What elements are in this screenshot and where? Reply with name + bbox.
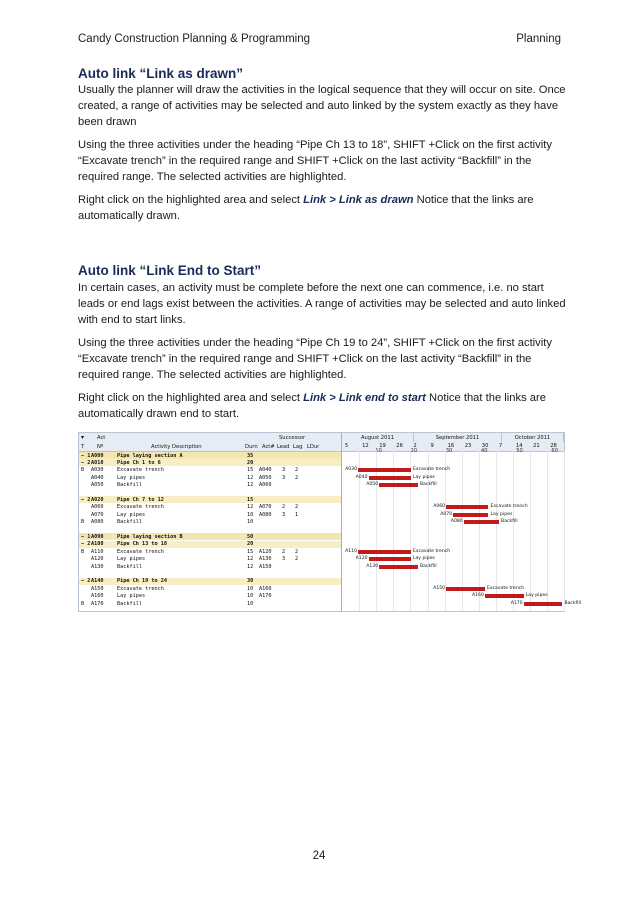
- week-tick-label: 26: [396, 443, 403, 449]
- row-description: Pipe Ch 19 to 24: [117, 578, 167, 585]
- grid-line: [530, 451, 531, 611]
- section1-paragraph-3: [78, 192, 568, 224]
- gantt-bar[interactable]: [524, 602, 563, 606]
- row-act-code: A110: [91, 548, 104, 555]
- bar-code-label: A160: [471, 593, 484, 599]
- row-description: Backfill: [117, 482, 142, 489]
- row-lag: 2: [295, 467, 299, 474]
- week-tick-label: 9: [430, 443, 434, 449]
- gantt-bar[interactable]: [446, 587, 485, 591]
- row-act-code: A130: [91, 563, 104, 570]
- week-tick-label: 5: [345, 443, 349, 449]
- bar-code-label: A150: [433, 585, 446, 591]
- row-act-code: A060: [91, 504, 104, 511]
- row-description: Excavate trench: [117, 548, 164, 555]
- row-act-code: A090: [91, 533, 104, 540]
- col-lag[interactable]: Lag: [293, 444, 303, 450]
- day-number-label: 60: [551, 447, 559, 454]
- gantt-bar[interactable]: [358, 550, 411, 554]
- page-number: 24: [312, 850, 326, 862]
- table-row[interactable]: [79, 467, 341, 474]
- table-row[interactable]: [79, 556, 341, 563]
- row-act-code: A020: [91, 496, 104, 503]
- week-tick-label: 23: [464, 443, 472, 449]
- week-tick-label: 30: [481, 443, 489, 449]
- bar-code-label: A050: [366, 482, 379, 488]
- bar-name-label: Backfill: [420, 482, 437, 488]
- col-desc[interactable]: Activity Description: [151, 444, 202, 450]
- section1-p3-post: Notice that the links are automatically drawn.: [78, 194, 534, 222]
- activity-table: [79, 433, 342, 611]
- row-act-code: A050: [91, 482, 104, 489]
- col-successor[interactable]: Successor: [279, 435, 306, 441]
- bar-name-label: Lay pipes: [525, 593, 548, 599]
- row-successor: A040: [259, 467, 272, 474]
- week-tick-label: 19: [379, 443, 386, 449]
- row-successor: A080: [259, 511, 272, 518]
- row-type: − 2: [81, 541, 91, 548]
- bar-code-label: A070: [440, 511, 453, 517]
- row-lag: 2: [295, 474, 299, 481]
- section-heading-link-end-to-start: Auto link “Link End to Start”: [78, 263, 261, 278]
- row-successor: A130: [259, 556, 272, 563]
- table-row[interactable]: [79, 504, 341, 511]
- row-type: − 2: [81, 578, 91, 585]
- row-successor: A160: [259, 585, 272, 592]
- day-number-label: 20: [410, 447, 418, 454]
- row-description: Pipe Ch 1 to 6: [117, 459, 161, 466]
- column-options-icon[interactable]: ▾: [81, 434, 85, 441]
- gantt-bar[interactable]: [379, 565, 418, 569]
- row-duration: 10: [247, 585, 254, 592]
- gantt-bar[interactable]: [453, 513, 488, 517]
- row-act-code: A120: [91, 556, 104, 563]
- section2-paragraph-1: In certain cases, an activity must be complete before the next one can commence, i.e. no start leads or end lags exist between the activities. A range of activities may be selected and auto linked with end to start links.: [78, 282, 566, 326]
- table-row[interactable]: [79, 482, 341, 489]
- row-description: Excavate trench: [117, 585, 164, 592]
- section2-p3-pre: Right click on the highlighted area and select: [78, 392, 304, 404]
- row-duration: 50: [247, 533, 254, 540]
- row-lag: 2: [295, 548, 299, 555]
- row-duration: 12: [247, 504, 254, 511]
- row-act-code: A000: [91, 452, 104, 459]
- row-duration: 10: [247, 519, 254, 526]
- row-duration: 10: [247, 511, 254, 518]
- row-lead: 2: [282, 504, 286, 511]
- bar-name-label: Lay pipes: [412, 474, 435, 480]
- table-row[interactable]: [79, 541, 341, 548]
- row-description: Pipe Ch 13 to 18: [117, 541, 167, 548]
- row-duration: 15: [247, 467, 254, 474]
- row-description: Lay pipes: [117, 511, 146, 518]
- table-row[interactable]: [79, 489, 341, 496]
- table-row[interactable]: [79, 600, 341, 607]
- row-description: Backfill: [117, 600, 142, 607]
- table-row[interactable]: [79, 570, 341, 577]
- gantt-bar[interactable]: [379, 483, 418, 487]
- month-label: August 2011: [360, 435, 394, 441]
- row-duration: 12: [247, 482, 254, 489]
- row-duration: 12: [247, 556, 254, 563]
- row-act-code: A150: [91, 585, 104, 592]
- row-description: Pipe laying section A: [117, 452, 183, 459]
- week-tick-label: 7: [498, 443, 503, 449]
- bar-code-label: A040: [355, 474, 368, 480]
- row-type: − 2: [81, 459, 91, 466]
- row-duration: 15: [247, 548, 254, 555]
- row-successor: A050: [259, 474, 272, 481]
- bar-name-label: Backfill: [501, 519, 518, 525]
- week-tick-label: 12: [362, 443, 369, 449]
- menu-path-link-as-drawn: Link > Link as drawn: [303, 194, 414, 206]
- row-description: Lay pipes: [117, 474, 146, 481]
- grid-line: [564, 451, 565, 611]
- grid-line: [547, 451, 548, 611]
- gantt-screenshot: [78, 432, 582, 612]
- section-heading-link-as-drawn: Auto link “Link as drawn”: [78, 66, 244, 81]
- row-description: Lay pipes: [117, 556, 146, 563]
- table-row[interactable]: [79, 511, 341, 518]
- bar-name-label: Excavate trench: [412, 548, 451, 554]
- row-duration: 12: [247, 474, 254, 481]
- table-row[interactable]: [79, 578, 341, 585]
- table-row[interactable]: [79, 474, 341, 481]
- month-label: October 2011: [514, 435, 551, 441]
- row-successor: A060: [259, 482, 272, 489]
- col-durn[interactable]: Durn: [245, 444, 258, 450]
- row-type: B: [81, 548, 85, 555]
- table-row[interactable]: [79, 563, 341, 570]
- section2-p3-post: Notice that the links are automatically drawn end to start.: [78, 392, 546, 420]
- row-description: Pipe laying section B: [117, 533, 183, 540]
- row-description: Pipe Ch 7 to 12: [117, 496, 164, 503]
- section2-paragraph-3: [78, 390, 568, 422]
- row-successor: A120: [259, 548, 272, 555]
- row-act-code: A070: [91, 511, 104, 518]
- bar-code-label: A170: [510, 600, 523, 606]
- row-lag: 2: [295, 504, 299, 511]
- row-act-code: A160: [91, 593, 104, 600]
- bar-name-label: Excavate trench: [490, 504, 528, 510]
- week-tick-label: 16: [447, 443, 455, 449]
- row-duration: 10: [247, 593, 254, 600]
- section1-paragraph-2: Using the three activities under the heading “Pipe Ch 13 to 18”, SHIFT +Click on the first activity “Excavate trench” in the required range and SHIFT +Click on the last activity “Backfill” in the required range. The selected activities are highlighted.: [78, 139, 552, 183]
- table-header-row-2: [79, 442, 341, 452]
- row-lag: 2: [295, 556, 299, 563]
- row-act-code: A170: [91, 600, 104, 607]
- month-label: September 2011: [435, 435, 480, 441]
- table-row[interactable]: [79, 548, 341, 555]
- row-type: − 1: [81, 533, 91, 540]
- row-lead: 3: [282, 511, 286, 518]
- row-act-code: A040: [91, 474, 104, 481]
- row-successor: A150: [259, 563, 272, 570]
- bar-code-label: A110: [345, 548, 358, 554]
- day-number-label: 50: [516, 447, 523, 454]
- day-number-label: 10: [375, 447, 382, 454]
- table-row[interactable]: [79, 526, 341, 533]
- bar-name-label: Lay pipes: [490, 511, 513, 517]
- gantt-bar[interactable]: [485, 594, 524, 598]
- gantt-bar[interactable]: [464, 520, 499, 524]
- bar-code-label: A030: [345, 467, 358, 473]
- row-duration: 15: [247, 496, 254, 503]
- row-type: B: [81, 519, 85, 526]
- running-header-section: Planning: [516, 33, 561, 45]
- row-duration: 20: [247, 459, 254, 466]
- day-number-label: 40: [480, 447, 488, 454]
- row-act-code: A010: [91, 459, 104, 466]
- row-successor: A070: [259, 504, 272, 511]
- row-successor: A170: [259, 593, 272, 600]
- row-description: Lay pipes: [117, 593, 146, 600]
- row-description: Backfill: [117, 563, 142, 570]
- row-type: B: [81, 600, 85, 607]
- row-act-code: A140: [91, 578, 104, 585]
- menu-path-link-end-to-start: Link > Link end to start: [303, 392, 426, 404]
- col-t[interactable]: T: [81, 444, 85, 450]
- row-duration: 35: [247, 452, 254, 459]
- bar-name-label: Excavate trench: [412, 467, 451, 473]
- row-description: Excavate trench: [117, 467, 164, 474]
- bar-code-label: A120: [355, 556, 368, 562]
- week-tick-label: 2: [413, 443, 417, 449]
- day-number-label: 30: [445, 447, 453, 454]
- row-type: B: [81, 467, 85, 474]
- bar-code-label: A060: [433, 504, 446, 510]
- row-type: − 2: [81, 496, 91, 503]
- week-tick-label: 21: [533, 443, 540, 449]
- bar-name-label: Backfill: [420, 563, 437, 569]
- running-header-title: Candy Construction Planning & Programming: [78, 33, 311, 45]
- row-lag: 1: [295, 511, 299, 518]
- section1-paragraph-1: Usually the planner will draw the activities in the logical sequence that they will occur on site. Once created, a range of activities may be selected and auto linked by the system exactly as they have been drawn: [78, 84, 566, 128]
- row-duration: 20: [247, 541, 254, 548]
- row-lead: 3: [282, 474, 286, 481]
- bar-code-label: A130: [366, 563, 379, 569]
- gantt-bar[interactable]: [358, 468, 411, 472]
- bar-code-label: A080: [450, 519, 463, 525]
- gantt-bar[interactable]: [369, 557, 411, 561]
- row-lead: 3: [282, 467, 286, 474]
- row-description: Excavate trench: [117, 504, 164, 511]
- bar-name-label: Excavate trench: [486, 585, 525, 591]
- row-act-code: A100: [91, 541, 104, 548]
- table-row[interactable]: [79, 533, 341, 540]
- row-duration: 30: [247, 578, 254, 585]
- gantt-bar[interactable]: [446, 505, 488, 509]
- week-tick-label: 14: [516, 443, 523, 449]
- row-lead: 2: [282, 548, 286, 555]
- gantt-chart: [342, 433, 582, 611]
- gantt-bar[interactable]: [369, 476, 411, 480]
- row-act-code: A080: [91, 519, 104, 526]
- section2-paragraph-2: Using the three activities under the heading “Pipe Ch 19 to 24”, SHIFT +Click on the first activity “Excavate trench” in the required range and SHIFT +Click on the last activity “Backfill” in the required range. The selected activities are highlighted.: [78, 337, 552, 381]
- col-lead[interactable]: Lead: [277, 444, 290, 450]
- row-duration: 10: [247, 600, 254, 607]
- section1-p3-pre: Right click on the highlighted area and select: [78, 194, 304, 206]
- row-act-code: A030: [91, 467, 104, 474]
- table-row[interactable]: [79, 585, 341, 592]
- row-duration: 12: [247, 563, 254, 570]
- col-actno[interactable]: Act#: [262, 444, 275, 450]
- col-act[interactable]: Act: [97, 435, 106, 441]
- col-ldur[interactable]: LDur: [307, 444, 320, 450]
- bar-name-label: Backfill: [564, 600, 582, 606]
- week-tick-label: 28: [550, 443, 557, 449]
- col-no[interactable]: Nº: [97, 444, 104, 450]
- row-lead: 3: [282, 556, 286, 563]
- table-row[interactable]: [79, 496, 341, 503]
- table-row[interactable]: [79, 593, 341, 600]
- table-row[interactable]: [79, 519, 341, 526]
- table-row[interactable]: [79, 459, 341, 466]
- row-type: − 1: [81, 452, 91, 459]
- row-description: Backfill: [117, 519, 142, 526]
- table-row[interactable]: [79, 452, 341, 459]
- bar-name-label: Lay pipes: [412, 556, 435, 562]
